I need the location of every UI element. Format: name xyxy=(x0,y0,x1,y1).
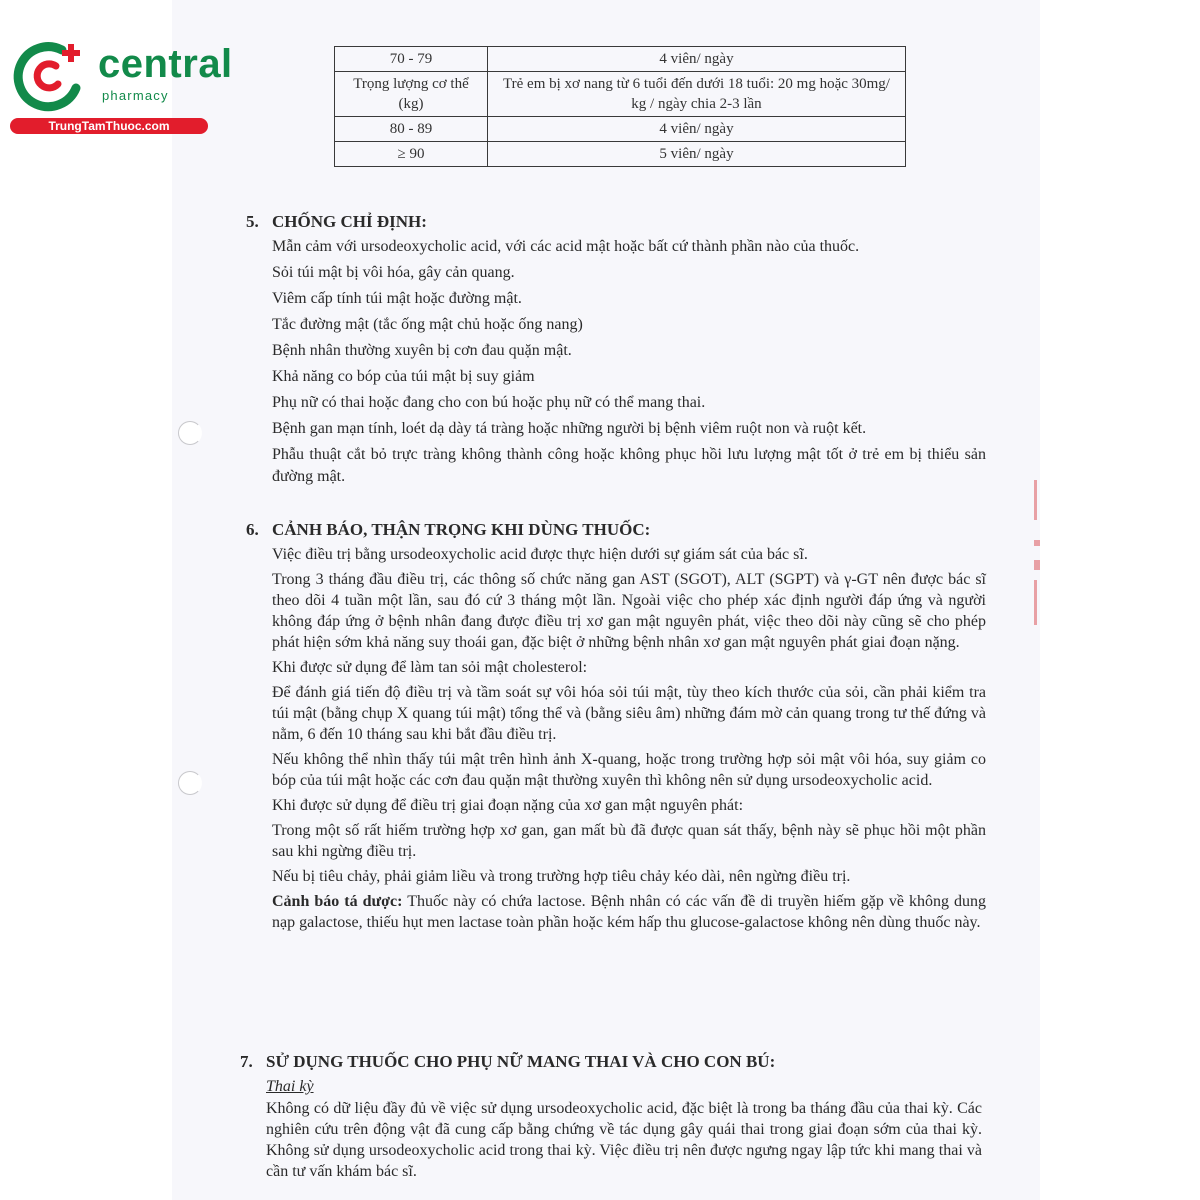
section-heading xyxy=(246,520,986,540)
excipient-text: Thuốc này có chứa lactose. Bệnh nhân có các vấn đề di truyền hiếm gặp về không dung nạp galactose, thiếu hụt men lactase toàn phần hoặc kém hấp thu glucose-galactose không nên dùng thuốc này. xyxy=(272,893,986,931)
section-title: SỬ DỤNG THUỐC CHO PHỤ NỮ MANG THAI VÀ CHO CON BÚ: xyxy=(266,1052,776,1071)
paragraph: Trong 3 tháng đầu điều trị, các thông số chức năng gan AST (SGOT), ALT (SGPT) và γ-GT nên được bác sĩ theo dõi 4 tuần một lần, sau đó cứ 3 tháng một lần. Ngoài việc cho phép xác định người đáp ứng và người không đáp ứng ở bệnh nhân đang được điều trị xơ gan mật nguyên phát, việc theo dõi này cũng sẽ cho phép phát hiện sớm khả năng suy thoái gan, đặc biệt ở những bệnh nhân xơ gan mật nguyên phát giai đoạn nặng. xyxy=(272,571,986,651)
section-warnings xyxy=(246,520,986,933)
dose-table xyxy=(334,46,906,167)
table-cell: 70 - 79 xyxy=(335,47,488,72)
table-row xyxy=(335,72,906,117)
paragraph: Nếu bị tiêu chảy, phải giảm liều và trong trường hợp tiêu chảy kéo dài, nên ngừng điều trị. xyxy=(272,868,851,885)
table-cell: Trẻ em bị xơ nang từ 6 tuổi đến dưới 18 tuổi: 20 mg hoặc 30mg/ kg / ngày chia 2-3 lần xyxy=(488,72,906,117)
pharmacy-cross-icon xyxy=(10,36,90,116)
table-row xyxy=(335,117,906,142)
paragraph: Viêm cấp tính túi mật hoặc đường mật. xyxy=(272,290,522,307)
table-cell: 5 viên/ ngày xyxy=(488,142,906,167)
paragraph: Bệnh nhân thường xuyên bị cơn đau quặn mật. xyxy=(272,342,572,359)
table-cell: Trọng lượng cơ thể (kg) xyxy=(335,72,488,117)
logo-url[interactable]: TrungTamThuoc.com xyxy=(10,118,208,134)
table-cell: 4 viên/ ngày xyxy=(488,47,906,72)
paragraph: Tắc đường mật (tắc ống mật chủ hoặc ống nang) xyxy=(272,316,583,333)
table-cell: 80 - 89 xyxy=(335,117,488,142)
paragraph: Trong một số rất hiếm trường hợp xơ gan, gan mất bù đã được quan sát thấy, bệnh này sẽ phục hồi một phần sau khi ngừng điều trị. xyxy=(272,822,986,860)
section-contraindications xyxy=(246,212,986,488)
table-row xyxy=(335,142,906,167)
paragraph: Phụ nữ có thai hoặc đang cho con bú hoặc phụ nữ có thể mang thai. xyxy=(272,394,706,411)
section-number: 5. xyxy=(246,212,259,231)
section-title: CẢNH BÁO, THẬN TRỌNG KHI DÙNG THUỐC: xyxy=(272,520,651,539)
subheading-pregnancy: Thai kỳ xyxy=(266,1078,314,1095)
paragraph: Nếu không thể nhìn thấy túi mật trên hình ảnh X-quang, hoặc trong trường hợp sỏi mật vôi hóa, suy giảm co bóp của túi mật hoặc các cơn đau quặn mật thường xuyên thì không nên sử dụng ursodeoxycholic acid. xyxy=(272,751,986,789)
table-row xyxy=(335,47,906,72)
logo-brand: central xyxy=(98,42,233,86)
section-number: 6. xyxy=(246,520,259,539)
section-title: CHỐNG CHỈ ĐỊNH: xyxy=(272,212,427,231)
table-cell: 4 viên/ ngày xyxy=(488,117,906,142)
section-pregnancy xyxy=(240,1052,982,1182)
section-heading xyxy=(246,212,986,232)
paragraph: Mẫn cảm với ursodeoxycholic acid, với các acid mật hoặc bất cứ thành phần nào của thuốc. xyxy=(272,238,860,255)
paragraph: Khi được sử dụng để làm tan sỏi mật cholesterol: xyxy=(272,659,588,676)
excipient-label: Cảnh báo tá dược: xyxy=(272,893,403,910)
paragraph: Không có dữ liệu đầy đủ về việc sử dụng ursodeoxycholic acid, đặc biệt là trong ba tháng đầu của thai kỳ. Các nghiên cứu trên động vật đã cung cấp bằng chứng về tác dụng gây quái thai trong giai đoạn sớm của thai kỳ. Không sử dụng ursodeoxycholic acid trong thai kỳ. Việc điều trị nên được ngưng ngay lập tức khi mang thai và cần tư vấn khám bác sĩ. xyxy=(266,1100,982,1180)
logo-subtitle: pharmacy xyxy=(102,88,169,103)
section-heading xyxy=(240,1052,982,1072)
paragraph: Để đánh giá tiến độ điều trị và tầm soát sự vôi hóa sỏi túi mật, tùy theo kích thước của sỏi, cần phải kiểm tra túi mật (bằng chụp X quang túi mật) tổng thể và (bằng siêu âm) những đám mờ cản quang trong tư thế đứng và nằm, 6 đến 10 tháng sau khi bắt đầu điều trị. xyxy=(272,684,986,743)
central-pharmacy-logo[interactable] xyxy=(10,36,233,136)
excipient-warning xyxy=(246,891,986,933)
stamp-mark xyxy=(1030,480,1045,640)
punch-hole xyxy=(178,771,202,795)
paragraph: Phẫu thuật cắt bỏ trực tràng không thành công hoặc không phục hồi lưu lượng mật tốt ở trẻ em bị thiểu sản đường mật. xyxy=(272,446,986,485)
table-cell: ≥ 90 xyxy=(335,142,488,167)
paragraph: Khi được sử dụng để điều trị giai đoạn nặng của xơ gan mật nguyên phát: xyxy=(272,797,744,814)
paragraph: Bệnh gan mạn tính, loét dạ dày tá tràng hoặc những người bị bệnh viêm ruột non và ruột kết. xyxy=(272,420,867,437)
punch-hole xyxy=(178,421,202,445)
paragraph: Việc điều trị bằng ursodeoxycholic acid được thực hiện dưới sự giám sát của bác sĩ. xyxy=(272,546,808,563)
paragraph: Khả năng co bóp của túi mật bị suy giảm xyxy=(272,368,535,385)
section-number: 7. xyxy=(240,1052,253,1071)
paragraph: Sỏi túi mật bị vôi hóa, gây cản quang. xyxy=(272,264,515,281)
